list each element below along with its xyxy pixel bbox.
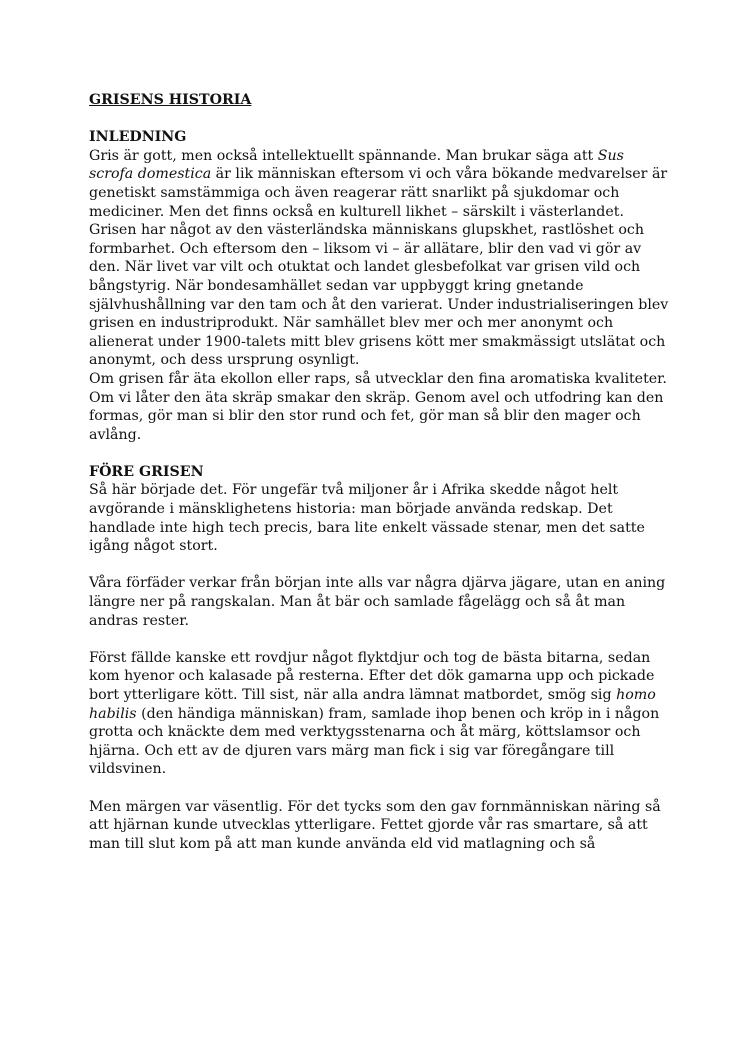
section-heading-fore-grisen: FÖRE GRISEN — [89, 463, 204, 480]
spacer — [89, 444, 669, 463]
paragraph-text: (den händiga människan) fram, samlade ihop benen och kröp in i någon grotta och knäckte dem med verktygsstenarna och åt märg, köttslamsor och hjärna. Och ett av de djuren vars märg man fick i sig var föregångare till vildsvinen. — [89, 705, 660, 778]
document-body — [89, 91, 669, 853]
paragraph: Våra förfäder verkar från början inte alls var några djärva jägare, utan en aning längre ner på rangskalan. Man åt bär och samlade fågelägg och så åt man andras rester. — [89, 575, 666, 629]
section-heading-inledning: INLEDNING — [89, 129, 187, 146]
paragraph — [89, 649, 669, 779]
paragraph: Men märgen var väsentlig. För det tycks som den gav fornmänniskan näring så att hjärnan kunde utvecklas ytterligare. Fettet gjorde vår ras smartare, så att man till slut kom på att man kunde använda eld vid matlagning och så — [89, 798, 661, 852]
paragraph — [89, 147, 669, 221]
paragraph: Så här började det. För ungefär två miljoner år i Afrika skedde något helt avgörande i mänsklighetens historia: man började använda redskap. Det handlade inte high tech precis, bara lite enkelt vässade stenar, men det satte igång något stort. — [89, 482, 645, 555]
paragraph-text: Först fällde kanske ett rovdjur något flyktdjur och tog de bästa bitarna, sedan kom hyenor och kalasade på resterna. Efter det dök gamarna upp och pickade bort ytterligare kött. Till sist, när alla andra lämnat matbordet, smög sig — [89, 649, 655, 703]
species-name: Sus scrofa domestica — [89, 147, 624, 183]
paragraph: Grisen har något av den västerländska människans glupskhet, rastlöshet och formbarhet. Och eftersom den – liksom vi – är allätare, blir den vad vi gör av den. När livet var vilt och otuktat och landet glesbefolkat var grisen vild och bångstyrig. När bondesamhället sedan var uppbyggt kring gnetande självhushållning var den tam och åt den varierat. Under industrialiseringen blev grisen en industriprodukt. När samhället blev mer och mer anonymt och alienerat under 1900-talets mitt blev grisens kött mer smakmässigt utslätat och anonymt, och dess ursprung osynligt. — [89, 222, 669, 369]
document-title: GRISENS HISTORIA — [89, 92, 252, 108]
spacer — [89, 630, 669, 649]
spacer — [89, 779, 669, 798]
paragraph-text: Gris är gott, men också intellektuellt spännande. Man brukar säga att — [89, 147, 598, 164]
spacer — [89, 556, 669, 575]
paragraph: Om grisen får äta ekollon eller raps, så utvecklar den fina aromatiska kvaliteter. Om vi låter den äta skräp smakar den skräp. Genom avel och utfodring kan den formas, gör man si blir den stor rund och fet, gör man så blir den mager och avlång. — [89, 370, 667, 443]
species-name: homo habilis — [89, 687, 656, 722]
paragraph-text: är lik människan eftersom vi och våra bökande medvarelser är genetiskt samstämmiga och även reagerar rätt snarlikt på sjukdomar och mediciner. Men det finns också en kulturell likhet – särskilt i västerlandet. — [89, 166, 668, 220]
